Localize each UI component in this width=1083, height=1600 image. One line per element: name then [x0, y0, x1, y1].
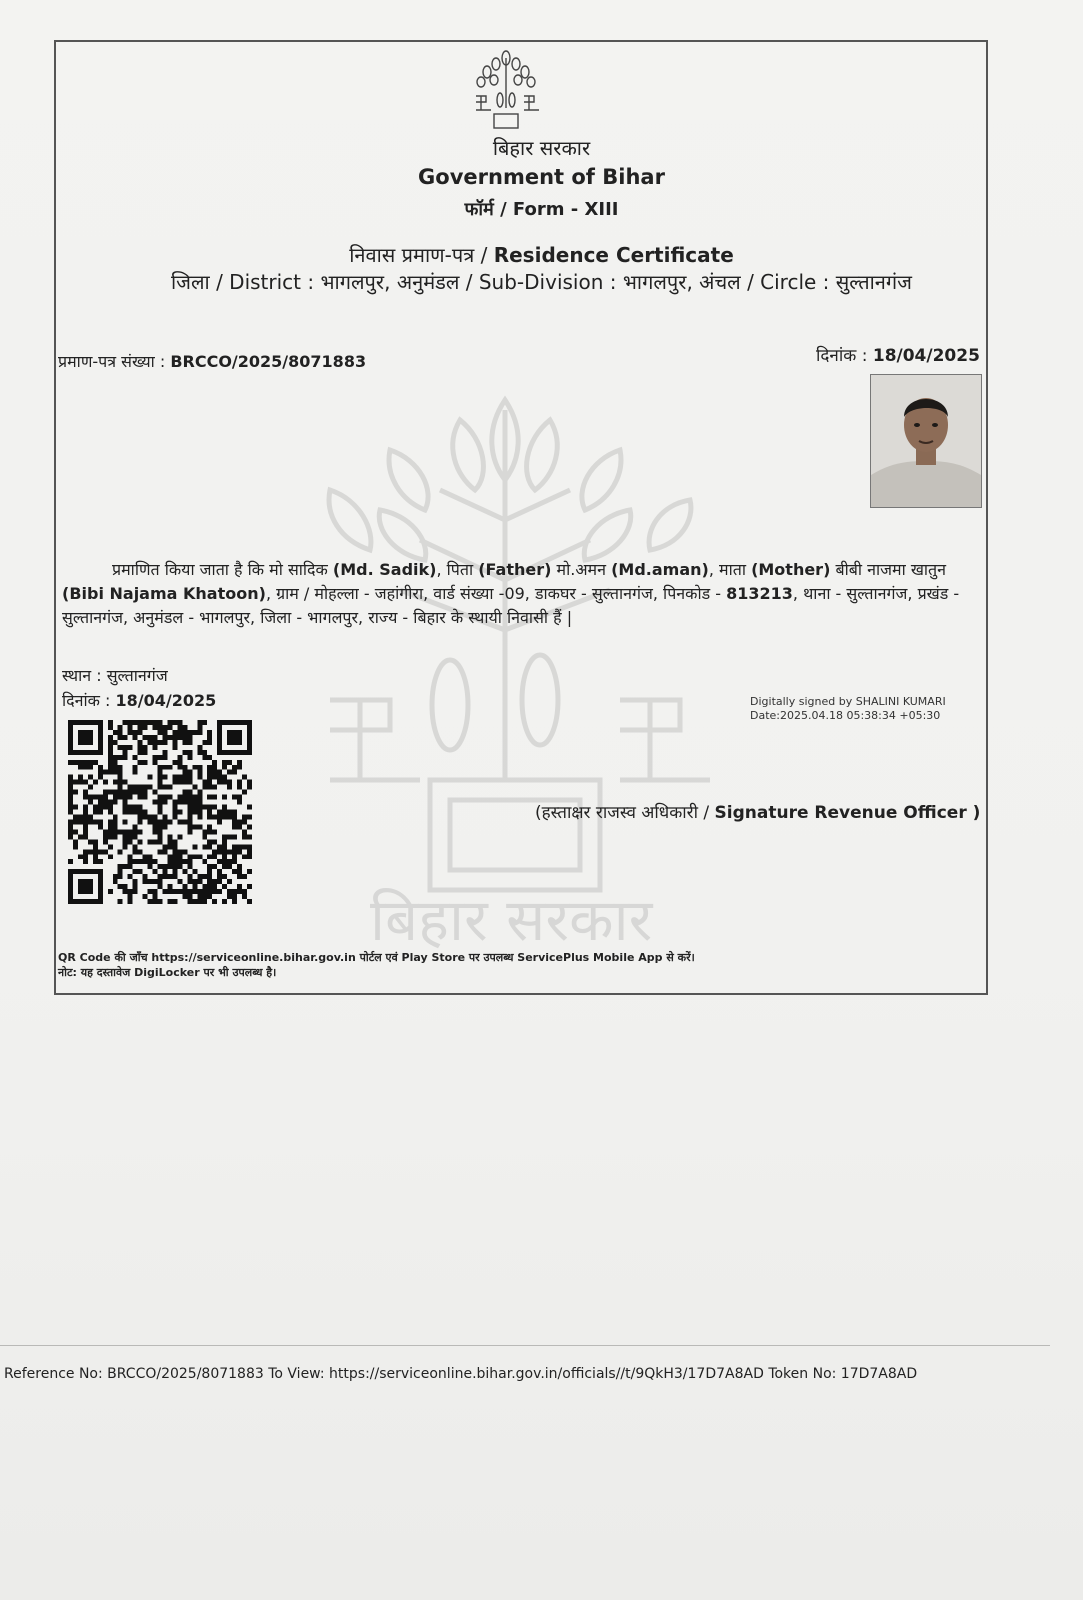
pincode: 813213 — [726, 584, 793, 603]
subdivision-value: भागलपुर, — [622, 270, 700, 294]
applicant-name-english: (Md. Sadik) — [332, 560, 437, 579]
mother-label: (Mother) — [751, 560, 831, 579]
header-hindi-title: बिहार सरकार — [492, 136, 591, 160]
qr-finder-center — [78, 730, 93, 745]
certificate-type — [0, 241, 1083, 268]
body-text-5: बीबी नाजमा खातुन — [830, 560, 947, 579]
father-label: (Father) — [478, 560, 552, 579]
digital-signature — [750, 695, 946, 723]
certificate-type-english: Residence Certificate — [493, 243, 734, 267]
circle-value: सुल्तानगंज — [835, 270, 913, 294]
body-text-3: मो.अमन — [551, 560, 612, 579]
certificate-type-hindi: निवास प्रमाण-पत्र — [349, 243, 475, 267]
circle-label: अंचल / Circle : — [699, 270, 836, 294]
footnote-digilocker-note: नोट: यह दस्तावेज DigiLocker पर भी उपलब्ध है। — [58, 966, 277, 979]
qr-code[interactable] — [68, 718, 252, 906]
divider — [0, 1345, 1050, 1346]
body-text-7: , थाना - सुल्तानगंज, प्रखंड - सुल्तानगंज, अनुमंडल - भागलपुर, जिला - भागलपुर, राज्य - बिहार के स्थायी निवासी हैं | — [62, 584, 960, 627]
applicant-photo — [870, 374, 982, 508]
header-english-title: Government of Bihar — [418, 165, 665, 189]
issue-date — [816, 343, 980, 366]
subdivision-label: अनुमंडल / Sub-Division : — [396, 270, 623, 294]
reference-line: Reference No: BRCCO/2025/8071883 To View: https://serviceonline.bihar.gov.in/officials//t/9QkH3/17D7A8AD Token No: 17D7A8AD — [4, 1366, 918, 1382]
digital-signature-date: Date:2025.04.18 05:38:34 +05:30 — [750, 709, 941, 722]
bihar-emblem-logo — [470, 50, 542, 132]
footnote — [58, 950, 695, 980]
signature-label — [535, 800, 980, 823]
issue-date-value: 18/04/2025 — [872, 346, 980, 366]
qr-finder-center — [227, 730, 242, 745]
signature-label-english: Signature Revenue Officer ) — [714, 803, 981, 823]
qr-finder-center — [78, 879, 93, 894]
issue-date-label: दिनांक : — [816, 346, 873, 366]
digital-signature-signer: Digitally signed by SHALINI KUMARI — [750, 695, 946, 708]
certificate-type-separator: / — [474, 243, 494, 267]
body-text-6: , ग्राम / मोहल्ला - जहांगीरा, वार्ड संख्या -09, डाकघर - सुल्तानगंज, पिनकोड - — [265, 584, 727, 603]
footnote-qr-verification: QR Code की जाँच https://serviceonline.bihar.gov.in पोर्टल एवं Play Store पर उपलब्ध ServicePlus Mobile App से करें। — [58, 951, 695, 964]
certificate-number — [58, 350, 366, 372]
district-value: भागलपुर, — [320, 270, 397, 294]
signature-label-hindi: (हस्ताक्षर राजस्व अधिकारी / — [535, 803, 715, 823]
mother-name-english: (Bibi Najama Khatoon) — [62, 584, 266, 603]
certificate-number-label: प्रमाण-पत्र संख्या : — [58, 352, 171, 371]
location-line — [0, 268, 1083, 295]
bottom-date-value: 18/04/2025 — [115, 691, 217, 710]
bottom-date-label: दिनांक : — [62, 691, 116, 710]
father-name-english: (Md.aman) — [611, 560, 709, 579]
body-text-2: , पिता — [436, 560, 479, 579]
place: स्थान : सुल्तानगंज — [62, 666, 168, 685]
district-label: जिला / District : — [170, 270, 321, 294]
bottom-date — [62, 689, 216, 711]
body-text-4: , माता — [708, 560, 752, 579]
certificate-body — [62, 558, 984, 630]
bihar-emblem-watermark — [300, 380, 740, 960]
watermark-text: बिहार सरकार — [370, 886, 653, 954]
body-text-1: प्रमाणित किया जाता है कि मो सादिक — [112, 560, 333, 579]
certificate-number-value: BRCCO/2025/8071883 — [170, 352, 367, 371]
form-number: फॉर्म / Form - XIII — [464, 199, 619, 220]
